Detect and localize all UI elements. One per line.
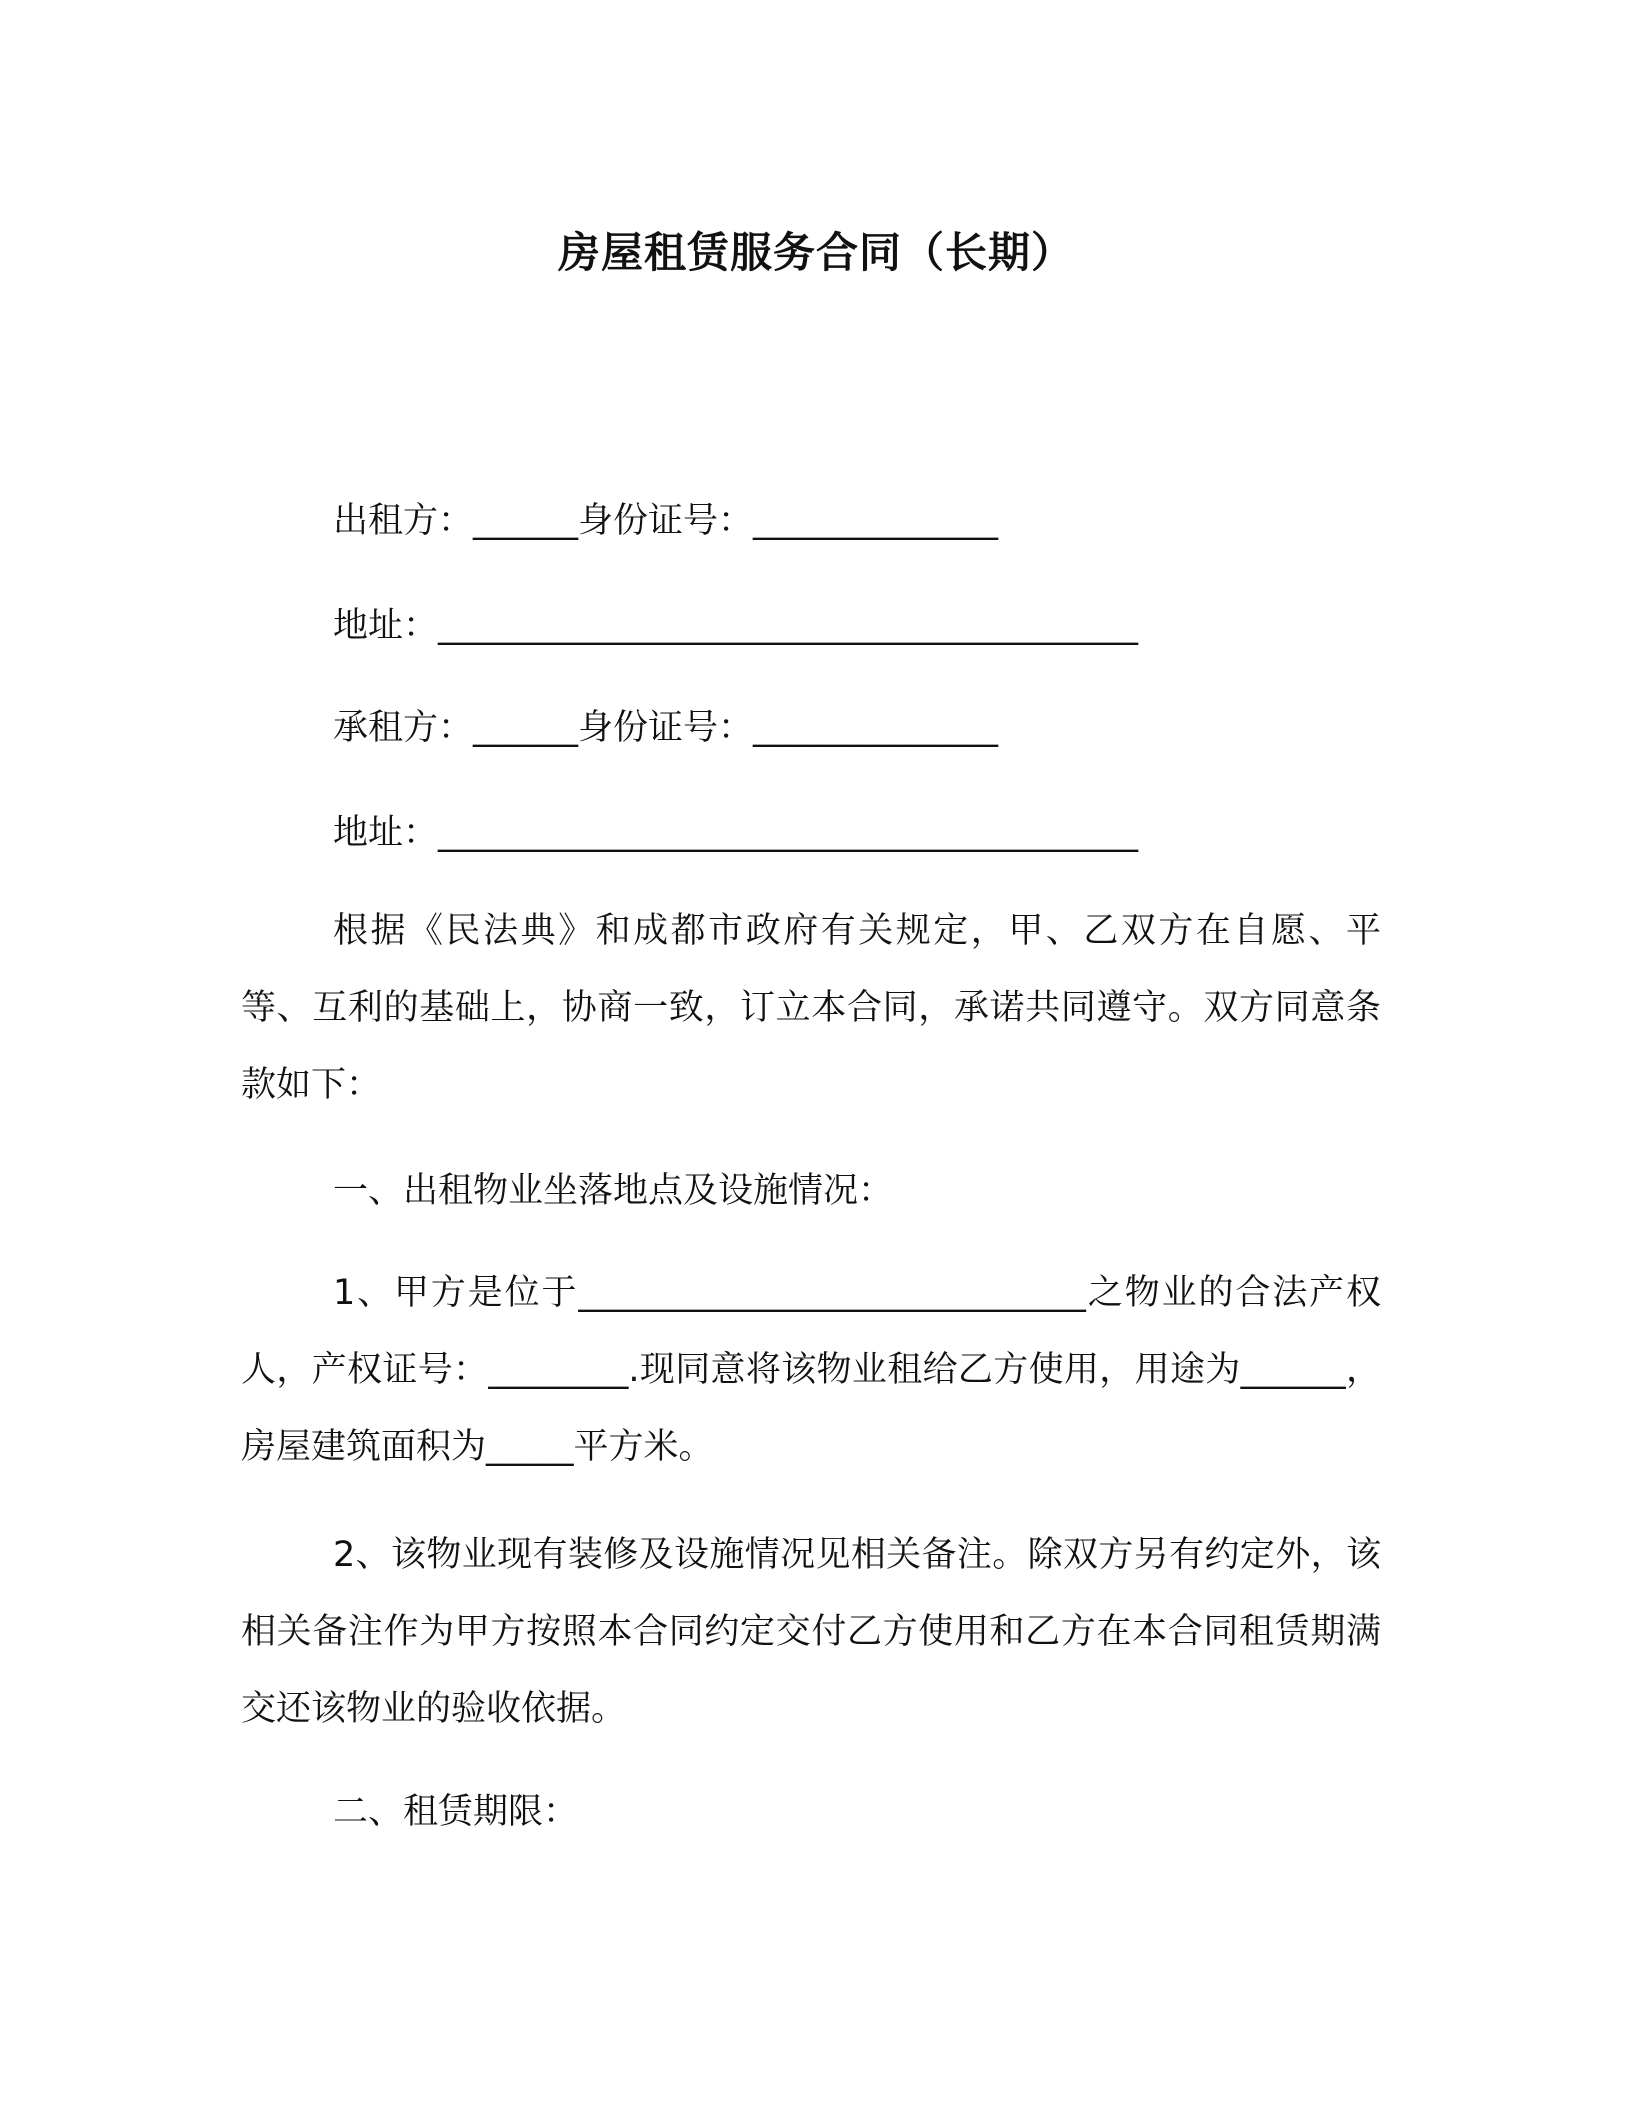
contract-title: 房屋租赁服务合同（长期） xyxy=(557,228,1074,277)
preamble-paragraph: 根据《民法典》和成都市政府有关规定，甲、乙双方在自愿、平等、互利的基础上，协商一致，订立本合同，承诺共同遵守。双方同意条款如下： xyxy=(241,911,1381,1105)
clause-2-paragraph: 2、该物业现有装修及设施情况见相关备注。除双方另有约定外，该相关备注作为甲方按照本合同约定交付乙方使用和乙方在本合同租赁期满交还该物业的验收依据。 xyxy=(241,1535,1381,1729)
lessee-address-line: 地址：________________________________________ xyxy=(333,813,1139,853)
lessor-line: 出租方：______身份证号：______________ xyxy=(333,501,999,541)
lessee-line: 承租方：______身份证号：______________ xyxy=(333,708,999,748)
clause-1-paragraph: 1、甲方是位于_____________________________之物业的合法产权人，产权证号：________.现同意将该物业租给乙方使用，用途为______，房屋建筑面积为_____平方米。 xyxy=(241,1273,1381,1467)
section-1-heading: 一、出租物业坐落地点及设施情况： xyxy=(333,1171,894,1211)
section-2-heading: 二、租赁期限： xyxy=(333,1792,579,1832)
lessor-address-line: 地址：________________________________________ xyxy=(333,606,1139,646)
